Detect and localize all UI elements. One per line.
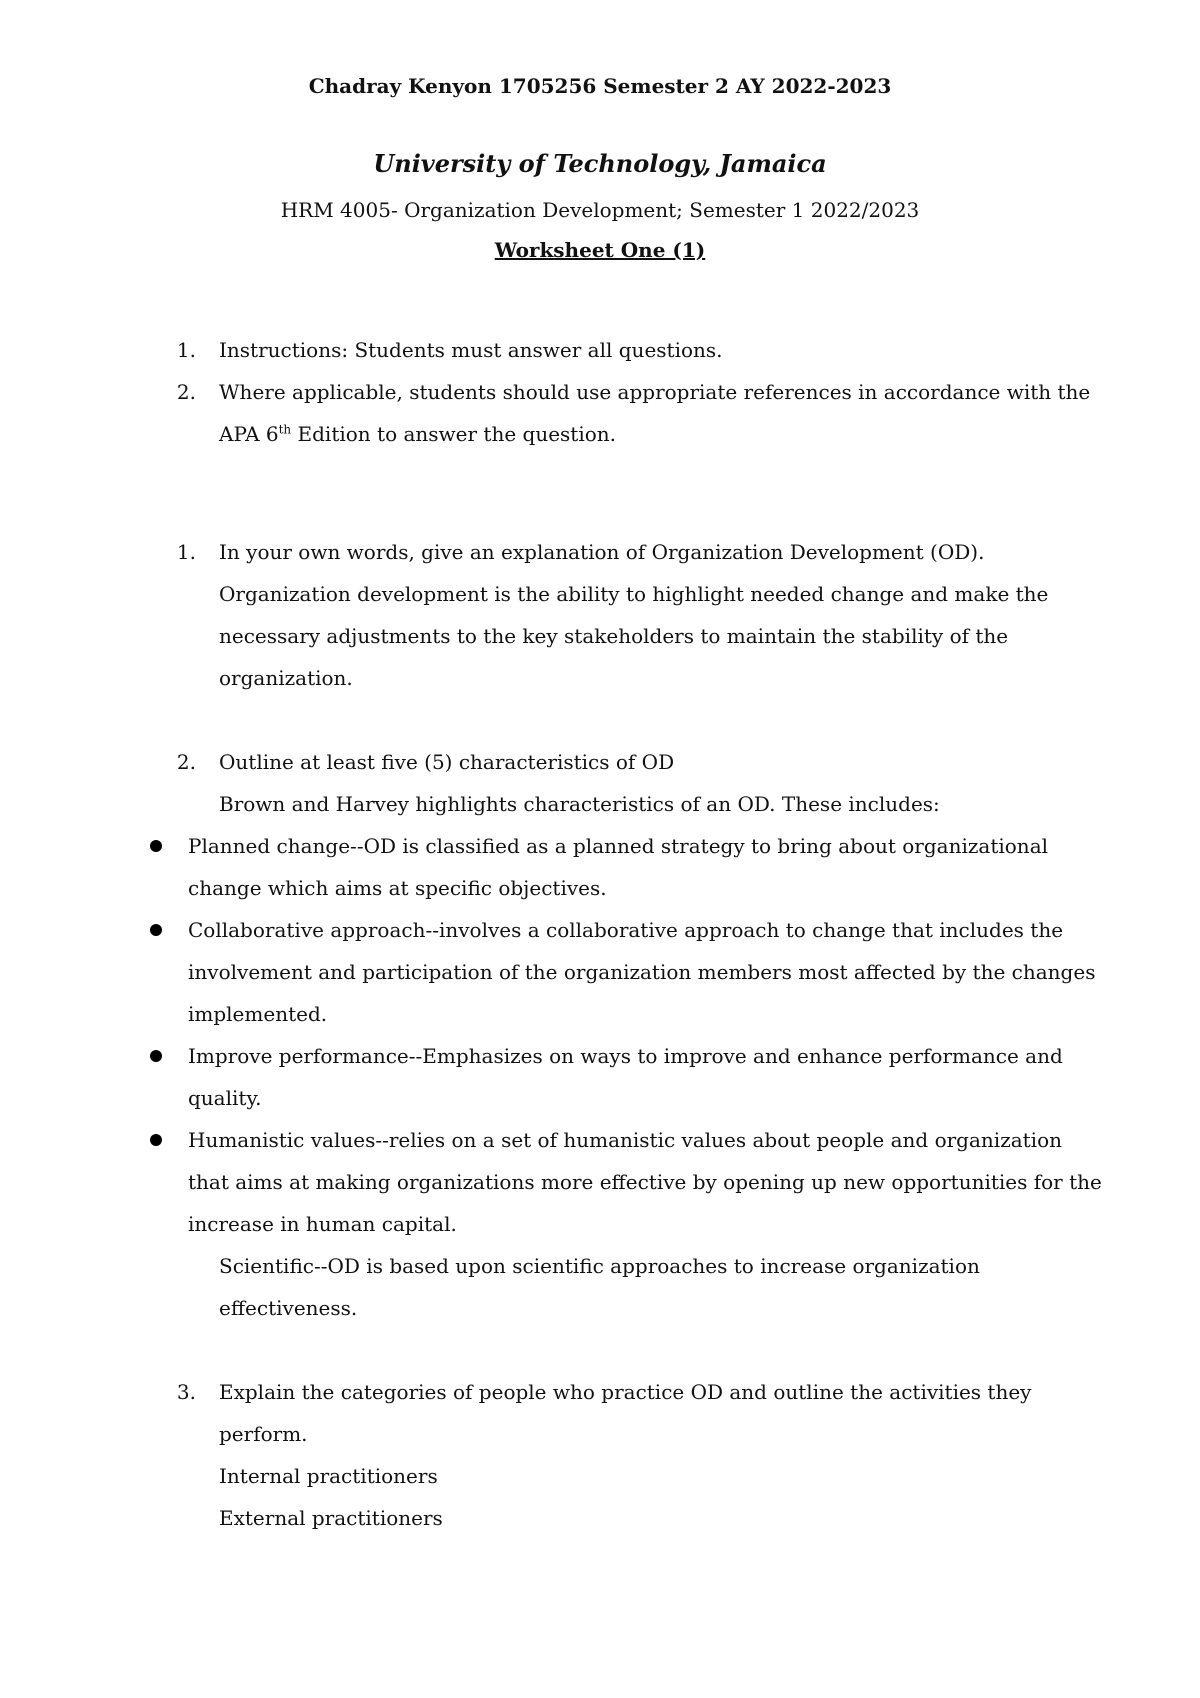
instruction-number: 1. xyxy=(176,338,196,362)
instruction-number: 2. xyxy=(176,380,196,404)
bullet-icon xyxy=(150,924,162,936)
question-3-prompt: Explain the categories of people who practice OD and outline the activities they xyxy=(219,1380,1032,1404)
course-title: HRM 4005- Organization Development; Semester 1 2022/2023 xyxy=(280,198,920,222)
question-3-answer-line: Internal practitioners xyxy=(219,1464,438,1488)
bullet-text: Collaborative approach--involves a collaborative approach to change that includes the xyxy=(188,918,1064,942)
question-3-prompt: perform. xyxy=(219,1422,308,1446)
apa-prefix: APA 6 xyxy=(219,422,279,446)
bullet-text: Humanistic values--relies on a set of humanistic values about people and organization xyxy=(188,1128,1063,1152)
bullet-text: increase in human capital. xyxy=(188,1212,457,1236)
bullet-text: that aims at making organizations more effective by opening up new opportunities for the xyxy=(188,1170,1102,1194)
university-title: University of Technology, Jamaica xyxy=(373,149,827,178)
bullet-icon xyxy=(150,840,162,852)
question-number: 3. xyxy=(176,1380,196,1404)
question-1-prompt: In your own words, give an explanation of Organization Development (OD). xyxy=(219,540,985,564)
question-3-answer-line: External practitioners xyxy=(219,1506,443,1530)
bullet-text: Planned change--OD is classified as a planned strategy to bring about organizational xyxy=(188,834,1049,858)
instruction-text-continued xyxy=(219,422,616,446)
instruction-text: Instructions: Students must answer all questions. xyxy=(219,338,723,362)
question-number: 1. xyxy=(176,540,196,564)
worksheet-title: Worksheet One (1) xyxy=(494,238,706,262)
question-2-prompt: Outline at least five (5) characteristics of OD xyxy=(219,750,675,774)
student-info-line: Chadray Kenyon 1705256 Semester 2 AY 2022-2023 xyxy=(308,74,892,98)
bullet-icon xyxy=(150,1050,162,1062)
question-1-answer-line: Organization development is the ability to highlight needed change and make the xyxy=(219,582,1049,606)
question-2-intro: Brown and Harvey highlights characteristics of an OD. These includes: xyxy=(219,792,940,816)
instruction-text: Where applicable, students should use appropriate references in accordance with the xyxy=(219,380,1091,404)
bullet-text: Improve performance--Emphasizes on ways to improve and enhance performance and xyxy=(188,1044,1063,1068)
bullet-text: implemented. xyxy=(188,1002,328,1026)
bullet-text: change which aims at specific objectives. xyxy=(188,876,607,900)
question-1-answer-line: organization. xyxy=(219,666,353,690)
question-number: 2. xyxy=(176,750,196,774)
apa-superscript: th xyxy=(278,422,292,437)
bullet-text: quality. xyxy=(188,1086,262,1110)
scientific-characteristic: Scientific--OD is based upon scientific approaches to increase organization xyxy=(219,1254,980,1278)
question-1-answer-line: necessary adjustments to the key stakeholders to maintain the stability of the xyxy=(219,624,1009,648)
bullet-text: involvement and participation of the organization members most affected by the changes xyxy=(188,960,1096,984)
bullet-icon xyxy=(150,1134,162,1146)
scientific-characteristic: effectiveness. xyxy=(219,1296,358,1320)
apa-suffix: Edition to answer the question. xyxy=(291,422,617,446)
